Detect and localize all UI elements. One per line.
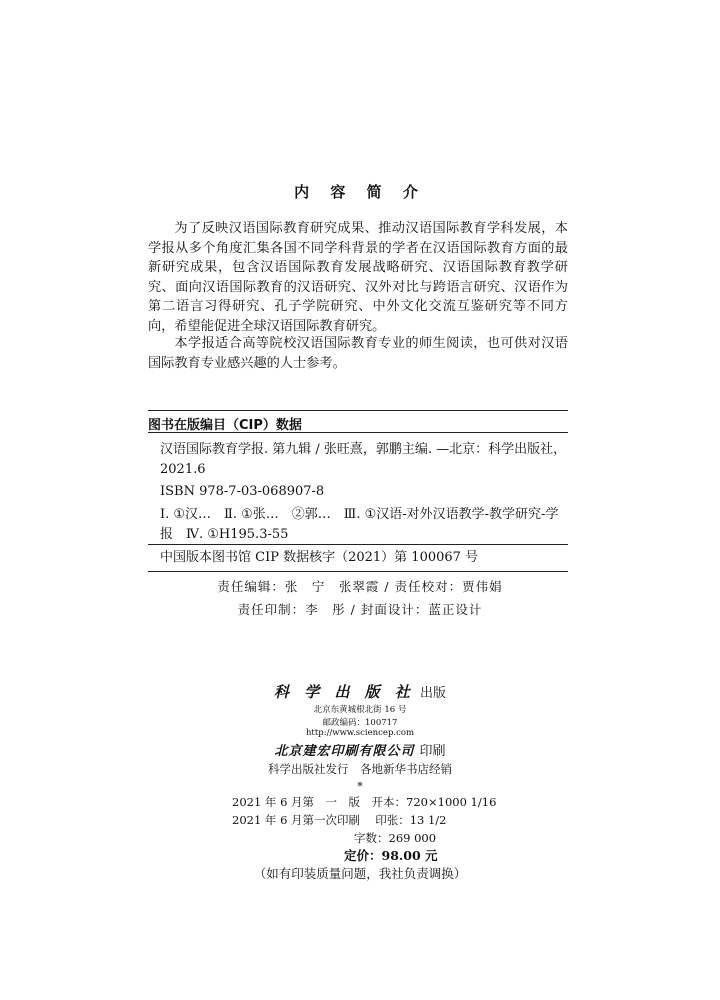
publisher-role: 出版	[419, 686, 446, 701]
staff-production: 责任印制：李 彤 / 封面设计：蓝正设计	[237, 602, 483, 617]
distribution-line: 科学出版社发行 各地新华书店经销	[268, 762, 452, 776]
printer-line	[0, 740, 720, 759]
quality-notice: （如有印装质量问题，我社负责调换）	[253, 866, 467, 881]
summary-paragraph-2: 本学报适合高等院校汉语国际教育专业的师生阅读，也可供对汉语国际教育专业感兴趣的人士参考。	[148, 336, 568, 371]
cip-heading-rule	[148, 432, 568, 433]
asterisk-separator: *	[357, 779, 363, 793]
cip-bibliographic-line: 汉语国际教育学报. 第九辑 / 张旺熹，郭鹏主编. —北京：科学出版社，2021.6	[160, 442, 567, 477]
printing-line: 2021 年 6 月第一次印刷 印张：13 1/2	[232, 813, 447, 827]
cip-bottom-rule	[148, 571, 568, 572]
cip-heading: 图书在版编目（CIP）数据	[148, 418, 302, 433]
cip-divider-rule	[148, 544, 568, 545]
page-title: 内 容 简 介	[294, 183, 426, 201]
cip-top-rule	[148, 410, 568, 411]
printer-role: 印刷	[419, 744, 446, 759]
publisher-website: http://www.sciencep.com	[305, 728, 415, 738]
cip-isbn: ISBN 978-7-03-068907-8	[160, 484, 325, 499]
summary-paragraph-1: 为了反映汉语国际教育研究成果、推动汉语国际教育学科发展，本学报从多个角度汇集各国不同学科背景的学者在汉语国际教育方面的最新研究成果，包含汉语国际教育发展战略研究、汉语国际教育教学研究、面向汉语国际教育的汉语研究、汉外对比与跨语言研究、汉语作为第二语言习得研究、孔子学院研究、中外文化交流互鉴研究等不同方向，希望能促进全球汉语国际教育研究。	[148, 221, 568, 334]
word-count: 字数：269 000	[354, 831, 437, 845]
publisher-address: 北京东黄城根北街 16 号	[313, 705, 407, 715]
cip-subject-headings: Ⅰ. ①汉… Ⅱ. ①张… ②郭… Ⅲ. ①汉语-对外汉语教学-教学研究-学报 Ⅳ. ①H195.3-55	[160, 507, 559, 542]
price: 定价：98.00 元	[344, 848, 438, 863]
publisher-logo: 科 学 出 版 社	[274, 683, 415, 701]
edition-line: 2021 年 6 月第 一 版 开本：720×1000 1/16	[232, 795, 497, 809]
printer-logo: 北京建宏印刷有限公司	[274, 744, 415, 759]
staff-editors: 责任编辑：张 宁 张翠霞 / 责任校对：贾伟娟	[217, 579, 503, 594]
cip-verification-number: 中国版本图书馆 CIP 数据核字（2021）第 100067 号	[160, 550, 479, 565]
publisher-postcode: 邮政编码：100717	[322, 718, 398, 728]
publisher-line	[0, 681, 720, 702]
